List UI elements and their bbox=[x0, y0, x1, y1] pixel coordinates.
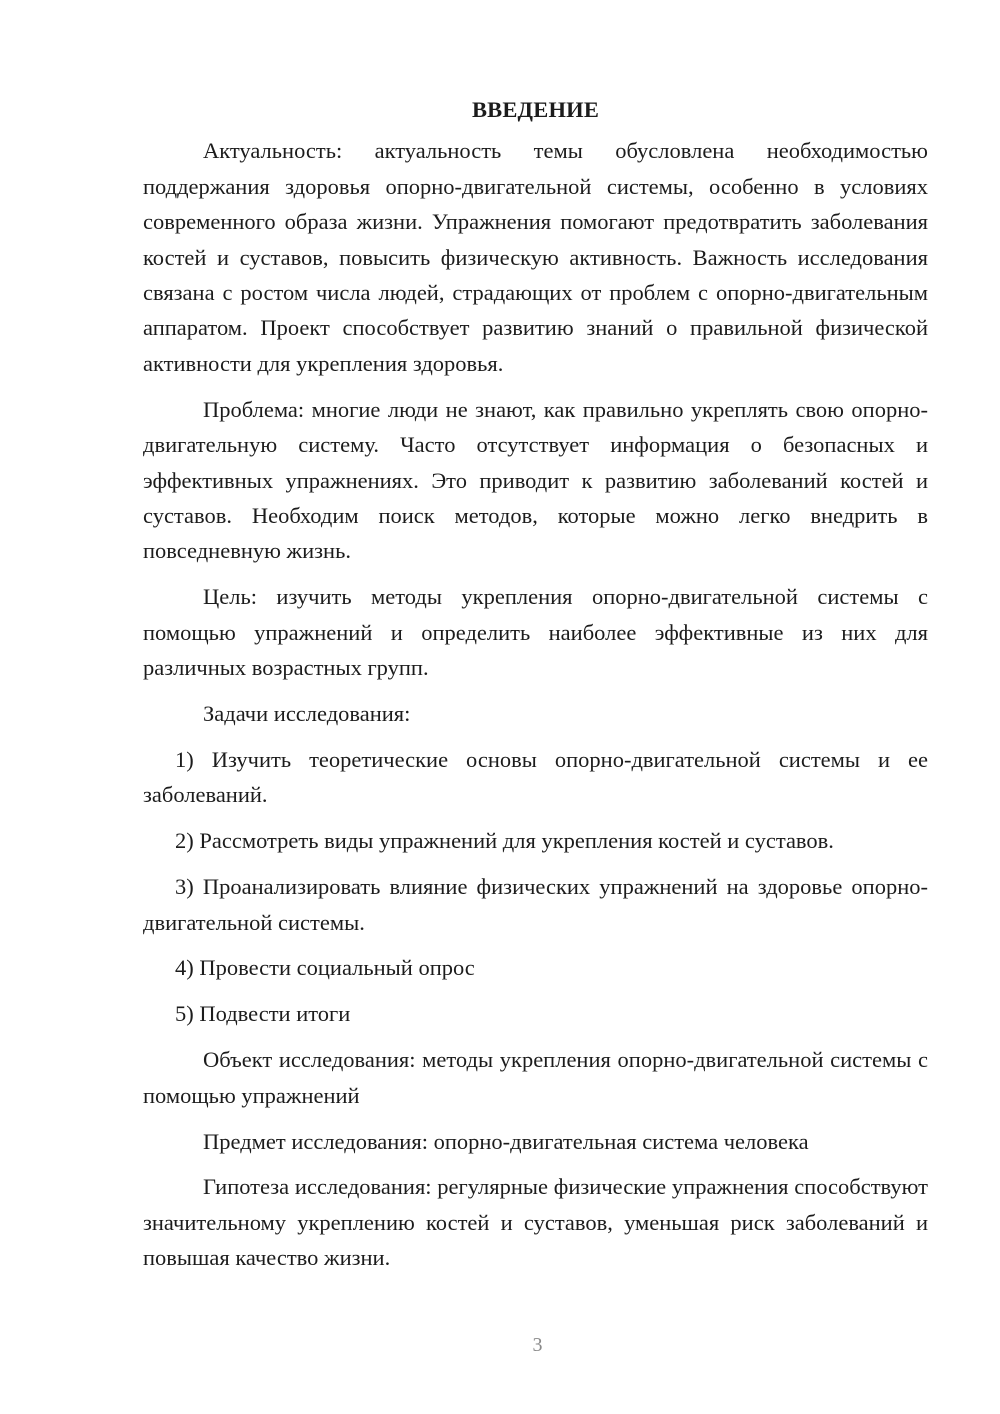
task-item: 1) Изучить теоретические основы опорно-двигательной системы и ее заболеваний. bbox=[143, 746, 928, 808]
page-number: 3 bbox=[532, 1334, 543, 1356]
task-item: 4) Провести социальный опрос bbox=[175, 955, 475, 981]
task-item: 3) Проанализировать влияние физических упражнений на здоровье опорно-двигательной системы. bbox=[143, 874, 928, 935]
object-paragraph: Объект исследования: методы укрепления опорно-двигательной системы с помощью упражнений bbox=[143, 1047, 928, 1108]
subject-paragraph: Предмет исследования: опорно-двигательная система человека bbox=[203, 1128, 809, 1154]
hypothesis-paragraph: Гипотеза исследования: регулярные физические упражнения способствуют значительному укреплению костей и суставов, уменьшая риск заболеваний и повышая качество жизни. bbox=[143, 1174, 928, 1271]
task-item: 2) Рассмотреть виды упражнений для укрепления костей и суставов. bbox=[175, 828, 834, 854]
relevance-paragraph: Актуальность: актуальность темы обусловлена необходимостью поддержания здоровья опорно-двигательной системы, особенно в условиях современного образа жизни. Упражнения помогают предотвратить заболевания костей и суставов, повысить физическую активность. Важность исследования связана с ростом числа людей, страдающих от проблем с опорно-двигательным аппаратом. Проект способствует развитию знаний о правильной физической активности для укрепления здоровья. bbox=[143, 138, 928, 376]
goal-paragraph: Цель: изучить методы укрепления опорно-двигательной системы с помощью упражнений и определить наиболее эффективные из них для различных возрастных групп. bbox=[143, 584, 928, 681]
problem-paragraph: Проблема: многие люди не знают, как правильно укреплять свою опорно-двигательную систему. Часто отсутствует информация о безопасных и эффективных упражнениях. Это приводит к развитию заболеваний костей и суставов. Необходим поиск методов, которые можно легко внедрить в повседневную жизнь. bbox=[143, 396, 928, 564]
task-item: 5) Подвести итоги bbox=[175, 1001, 351, 1027]
document-body bbox=[143, 92, 928, 1286]
section-title: ВВЕДЕНИЕ bbox=[471, 97, 600, 122]
tasks-heading: Задачи исследования: bbox=[203, 701, 411, 726]
